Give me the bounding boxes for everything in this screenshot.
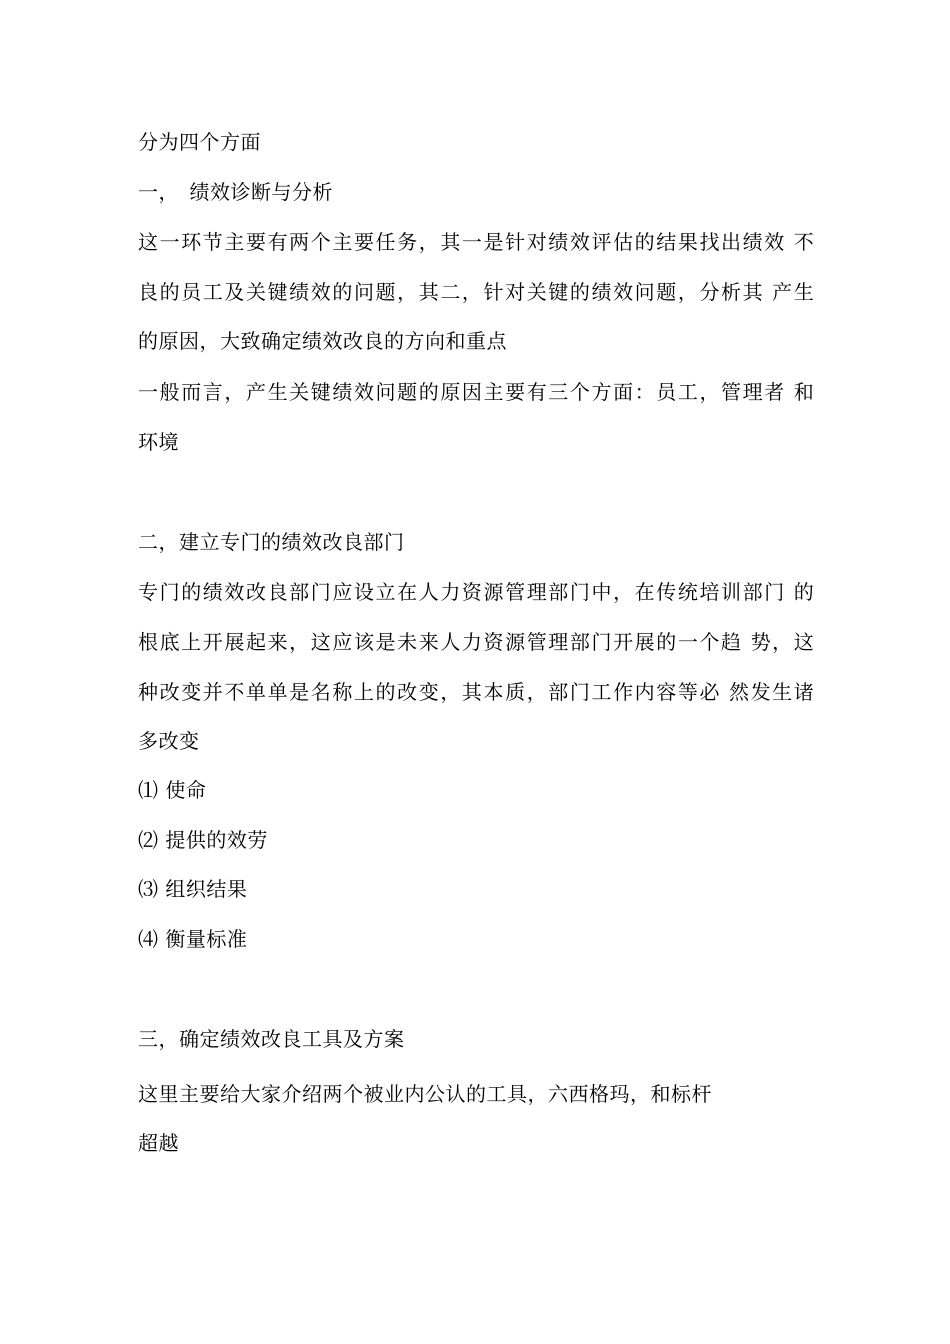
section-1-paragraph-1-line-1: 这 一 环 节 主 要 有 两 个 主 要 任 务 ， 其 一 是 针 对 绩 效 评 估 的 结 果 找 出 绩 效 不 bbox=[138, 230, 814, 254]
list-item-mission: ⑴ 使命 bbox=[138, 778, 207, 802]
section-3-paragraph-line-1: 这里主要给大家介绍两个被业内公认的工具，六西格玛，和标杆 bbox=[138, 1082, 712, 1106]
section-2-paragraph-line-3: 种 改 变 并 不 单 单 是 名 称 上 的 改 变 ， 其 本 质 ， 部 门 工 作 内 容 等 必 然 发 生 诸 bbox=[138, 680, 814, 704]
section-1-paragraph-2-line-1: 一 般 而 言 ， 产 生 关 键 绩 效 问 题 的 原 因 主 要 有 三 个 方 面 ： 员 工 ， 管 理 者 和 bbox=[138, 380, 814, 404]
section-2-paragraph-line-1: 专 门 的 绩 效 改 良 部 门 应 设 立 在 人 力 资 源 管 理 部 门 中 ， 在 传 统 培 训 部 门 的 bbox=[138, 580, 814, 604]
section-3-title: 三，确定绩效改良工具及方案 bbox=[138, 1027, 405, 1051]
document-heading: 分为四个方面 bbox=[138, 130, 261, 154]
section-2-paragraph-line-4: 多改变 bbox=[138, 729, 200, 753]
section-2-paragraph-line-2: 根 底 上 开 展 起 来 ， 这 应 该 是 未 来 人 力 资 源 管 理 部 门 开 展 的 一 个 趋 势 ， 这 bbox=[138, 630, 814, 654]
section-2-title: 二，建立专门的绩效改良部门 bbox=[138, 530, 405, 554]
section-1-paragraph-2-line-2: 环境 bbox=[138, 430, 179, 454]
section-1-paragraph-1-line-3: 的原因，大致确定绩效改良的方向和重点 bbox=[138, 329, 507, 353]
list-item-org-results: ⑶ 组织结果 bbox=[138, 877, 248, 901]
section-1-paragraph-1-line-2: 良 的 员 工 及 关 键 绩 效 的 问 题 ， 其 二 ， 针 对 关 键 的 绩 效 问 题 ， 分 析 其 产 生 bbox=[138, 280, 814, 304]
list-item-services: ⑵ 提供的效劳 bbox=[138, 828, 268, 852]
section-1-title: 一， 绩效诊断与分析 bbox=[138, 180, 333, 204]
section-3-paragraph-line-2: 超越 bbox=[138, 1131, 179, 1155]
list-item-measurement: ⑷ 衡量标准 bbox=[138, 927, 248, 951]
